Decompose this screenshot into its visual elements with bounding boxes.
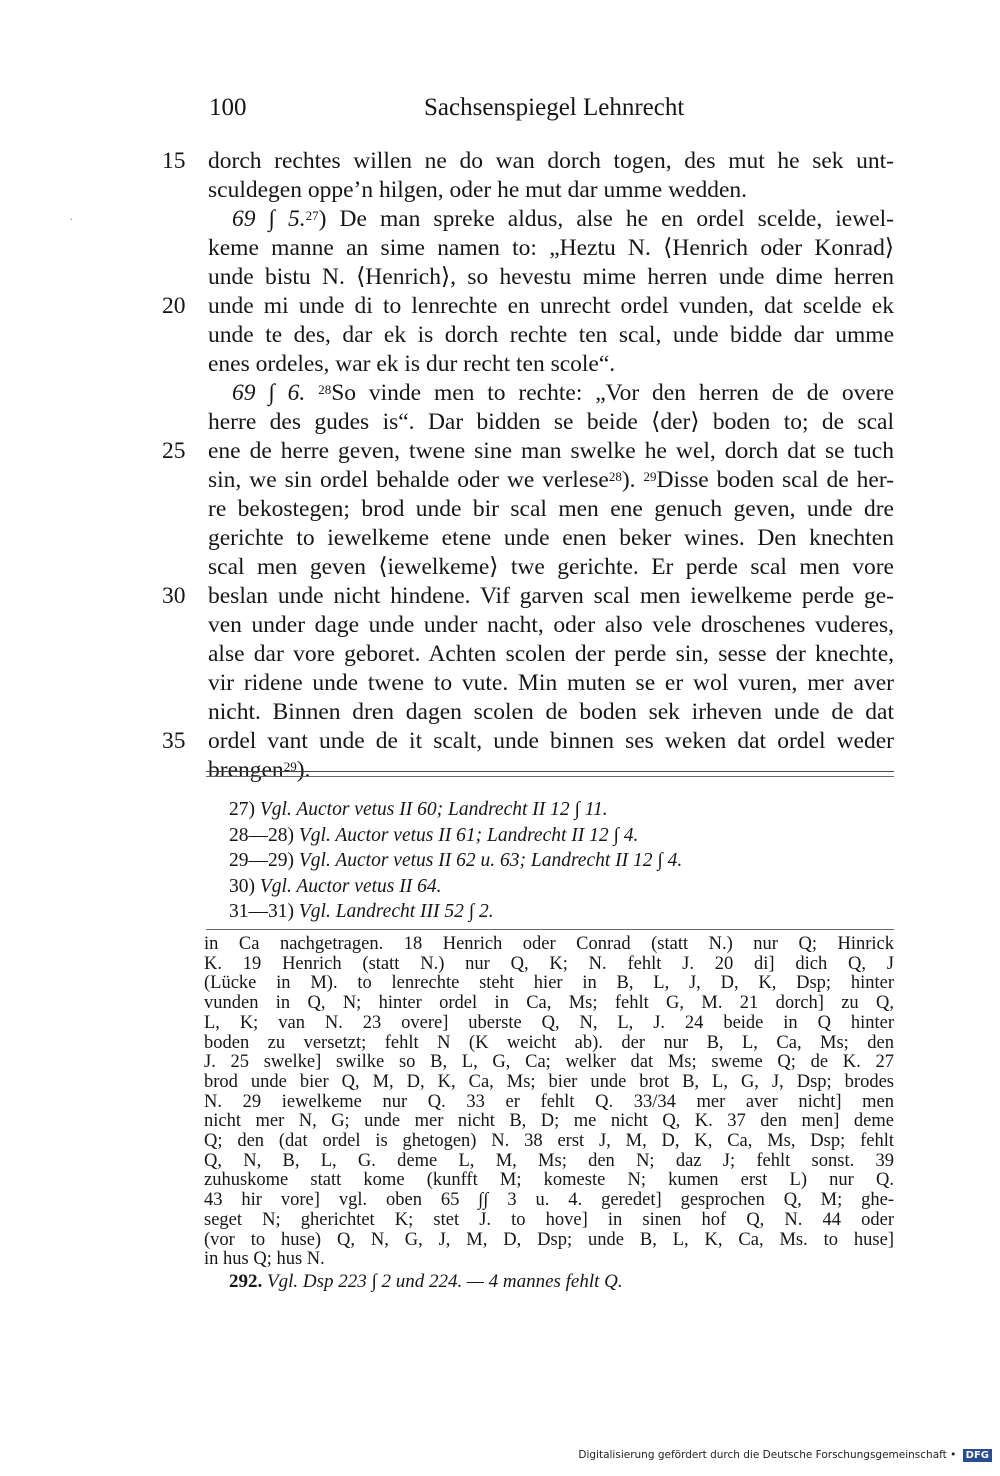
apparatus-line: seget N; gherichtet K; stet J. to hove] in sinen hof Q, N. 44 oder	[204, 1209, 894, 1230]
digitization-bullet: •	[950, 1449, 957, 1461]
line-text	[208, 321, 894, 350]
text-line	[0, 466, 1000, 495]
line-text	[208, 698, 894, 727]
apparatus-line: N. 29 iewelkeme nur Q. 33 er fehlt Q. 33/34 mer aver nicht] men	[204, 1091, 894, 1112]
text-run: sculdegen oppe’n hilgen, oder he mut dar umme wedden.	[208, 177, 748, 203]
text-run: enes ordeles, war ek is dur recht ten scole“.	[208, 351, 616, 377]
footnote	[229, 874, 441, 899]
text-run: dorch rechtes willen ne do wan dorch togen, des mut he sek unt-	[208, 148, 894, 174]
text-line	[0, 176, 1000, 205]
text-line	[0, 437, 1000, 466]
text-run: Disse boden scal de her-	[656, 467, 895, 493]
apparatus-line: 43 hir vore] vgl. oben 65 ∫∫ 3 u. 4. geredet] gesprochen Q, M; ghe-	[204, 1190, 894, 1211]
line-text	[208, 292, 894, 321]
footnote-number: 27)	[229, 799, 260, 820]
footnote-ref: 29	[643, 469, 657, 484]
apparatus-line: J. 25 swelke] swilke so B, L, G, Ca; welker dat Ms; sweme Q; de K. 27	[204, 1052, 894, 1073]
line-text	[208, 727, 894, 756]
running-title: Sachsenspiegel Lehnrecht	[424, 94, 685, 121]
footnote	[229, 797, 608, 822]
digitization-text: Digitalisierung gefördert durch die Deutsche Forschungsgemeinschaft	[578, 1449, 947, 1461]
apparatus-line: brod unde bier Q, M, D, K, Ca, Ms; bier unde brot B, L, G, J, Dsp; brodes	[204, 1071, 894, 1092]
line-number: 35	[162, 728, 186, 754]
footnote-number: 30)	[229, 875, 260, 897]
line-number: 15	[162, 148, 186, 174]
footnote-ref: 28	[318, 382, 332, 397]
text-run: alse dar vore geboret. Achten scolen der perde sin, sesse der knechte,	[208, 641, 894, 667]
line-number: 30	[162, 583, 186, 609]
text-line	[0, 321, 1000, 350]
text-separator-rule	[206, 771, 894, 772]
footnote-ref: 27	[305, 208, 319, 223]
apparatus-line: L, K; van N. 23 overe] uberste Q, N, L, J. 24 beide in Q hinter	[204, 1012, 894, 1033]
text-run: scal men geven ⟨iewelkeme⟩ twe gerichte. Er perde scal men vore	[208, 554, 894, 580]
text-run: ordel vant unde de it scalt, unde binnen ses weken dat ordel weder	[208, 728, 894, 754]
text-line	[0, 524, 1000, 553]
text-run: ).	[621, 467, 644, 493]
line-text	[232, 379, 894, 408]
main-text	[0, 147, 1000, 785]
note-292-text: Vgl. Dsp 223 ∫ 2 und 224. — 4 mannes fehlt Q.	[267, 1270, 623, 1292]
line-text	[208, 437, 894, 466]
text-separator-rule-thin	[206, 776, 894, 777]
apparatus-line: in Ca nachgetragen. 18 Henrich oder Conrad (statt N.) nur Q; Hinrick	[204, 934, 894, 954]
section-ref: 69 ∫ 6.	[232, 380, 306, 406]
line-text	[208, 611, 894, 640]
section-ref: 69 ∫ 5.	[232, 206, 306, 232]
text-line	[0, 379, 1000, 408]
line-text	[208, 640, 894, 669]
apparatus-line: (vor to huse) Q, N, G, J, M, D, Dsp; unde B, L, K, Ca, Ms. to huse]	[204, 1229, 894, 1250]
footnote-text: Vgl. Auctor vetus II 64.	[259, 875, 442, 897]
apparatus-line: zuhuskome statt kome (kunfft M; komeste N; kumen erst L) nur Q.	[204, 1170, 894, 1191]
footnote-text: Vgl. Auctor vetus II 60; Landrecht II 12 ∫ 11.	[259, 799, 608, 820]
line-text	[208, 408, 894, 437]
text-run: nicht. Binnen dren dagen scolen de boden sek irheven unde de dat	[208, 699, 894, 725]
text-line	[0, 263, 1000, 292]
apparatus-line: K. 19 Henrich (statt N.) nur Q, K; N. fehlt J. 20 di] dich Q, J	[204, 953, 894, 974]
footnote	[229, 899, 494, 924]
line-number: 20	[162, 293, 186, 319]
text-line	[0, 669, 1000, 698]
line-text	[208, 669, 894, 698]
text-line	[0, 205, 1000, 234]
text-line	[0, 611, 1000, 640]
line-text	[208, 234, 894, 263]
line-text	[208, 582, 894, 611]
text-line	[0, 234, 1000, 263]
text-line	[0, 698, 1000, 727]
dfg-logo: DFG	[963, 1449, 992, 1462]
text-run: re bekostegen; brod unde bir scal men ene genuch geven, unde dre	[208, 496, 894, 522]
footnote-ref: 29	[283, 759, 297, 774]
text-run: beslan unde nicht hindene. Vif garven scal men iewelkeme perde ge-	[208, 583, 894, 609]
text-line	[0, 553, 1000, 582]
text-run: ).	[296, 757, 311, 783]
text-run: unde bistu N. ⟨Henrich⟩, so hevestu mime herren unde dime herren	[208, 264, 894, 290]
line-text	[208, 553, 894, 582]
text-run: vir ridene unde twene to vute. Min muten se er wol vuren, mer aver	[208, 670, 894, 696]
footnote-text: Vgl. Auctor vetus II 61; Landrecht II 12 ∫ 4.	[298, 824, 639, 846]
digitization-notice	[578, 1449, 992, 1462]
line-number: 25	[162, 438, 186, 464]
footnote-ref: 28	[608, 469, 622, 484]
text-line	[0, 408, 1000, 437]
apparatus-line: (Lücke in M). to lenrechte steht hier in B, L, J, D, K, Dsp; hinter	[204, 973, 894, 994]
footnote-text: Vgl. Landrecht III 52 ∫ 2.	[298, 901, 494, 922]
text-run: ene de herre geven, twene sine man swelke he wel, dorch dat se tuch	[208, 438, 894, 464]
text-line	[0, 582, 1000, 611]
apparatus-line: nicht mer N, G; unde mer nicht B, D; me nicht Q, K. 37 den men] deme	[204, 1111, 894, 1132]
text-line	[0, 350, 1000, 379]
text-run: sin, we sin ordel behalde oder we verlese	[208, 467, 609, 493]
text-run: ven under dage unde under nacht, oder also vele droschenes vuderes,	[208, 612, 894, 638]
text-line	[0, 147, 1000, 176]
line-text	[208, 350, 894, 379]
note-292-number: 292.	[229, 1270, 267, 1292]
text-line	[0, 727, 1000, 756]
text-run: ) De man spreke aldus, alse he en ordel scelde, iewel-	[318, 206, 894, 232]
line-text	[208, 495, 894, 524]
scan-mark: .	[70, 212, 73, 223]
line-text	[208, 147, 894, 176]
text-run: brengen	[208, 757, 284, 783]
footnote	[229, 848, 682, 873]
text-run	[305, 380, 318, 406]
apparatus-line: boden zu versetzt; fehlt N (K weicht ab). der nur B, L, Ca, Ms; den	[204, 1032, 894, 1053]
text-line	[0, 292, 1000, 321]
footnote-text: Vgl. Auctor vetus II 62 u. 63; Landrecht II 12 ∫ 4.	[298, 850, 683, 871]
apparatus-separator-rule	[206, 929, 894, 930]
apparatus-line: vunden in Q, N; hinter ordel in Ca, Ms; fehlt G, M. 21 dorch] zu Q,	[204, 993, 894, 1014]
line-text	[208, 466, 894, 495]
note-292	[229, 1272, 623, 1292]
text-run: herre des gudes is“. Dar bidden se beide ⟨der⟩ boden to; de scal	[208, 409, 894, 435]
footnote-number: 29—29)	[229, 850, 299, 871]
text-run: keme manne an sime namen to: „Heztu N. ⟨Henrich oder Konrad⟩	[208, 235, 894, 261]
footnote	[229, 823, 638, 848]
apparatus-line: in hus Q; hus N.	[204, 1249, 325, 1270]
apparatus-line: Q; den (dat ordel is ghetogen) N. 38 erst J, M, D, K, Ca, Ms, Dsp; fehlt	[204, 1131, 894, 1151]
line-text	[208, 176, 894, 205]
text-line	[0, 640, 1000, 669]
footnote-number: 31—31)	[229, 901, 299, 922]
text-line	[0, 495, 1000, 524]
footnote-number: 28—28)	[229, 824, 299, 846]
text-run: unde mi unde di to lenrechte en unrecht ordel vunden, dat scelde ek	[208, 293, 894, 319]
text-run: gerichte to iewelkeme etene unde enen beker wines. Den knechten	[208, 525, 894, 551]
line-text	[208, 524, 894, 553]
line-text	[208, 263, 894, 292]
text-run: So vinde men to rechte: „Vor den herren de de overe	[331, 380, 895, 406]
text-run: unde te des, dar ek is dorch rechte ten scal, unde bidde dar umme	[208, 322, 894, 348]
line-text	[232, 205, 894, 234]
apparatus-line: Q, N, B, L, G. deme L, M, Ms; den N; daz J; fehlt sonst. 39	[204, 1150, 894, 1171]
page-number: 100	[209, 94, 247, 121]
